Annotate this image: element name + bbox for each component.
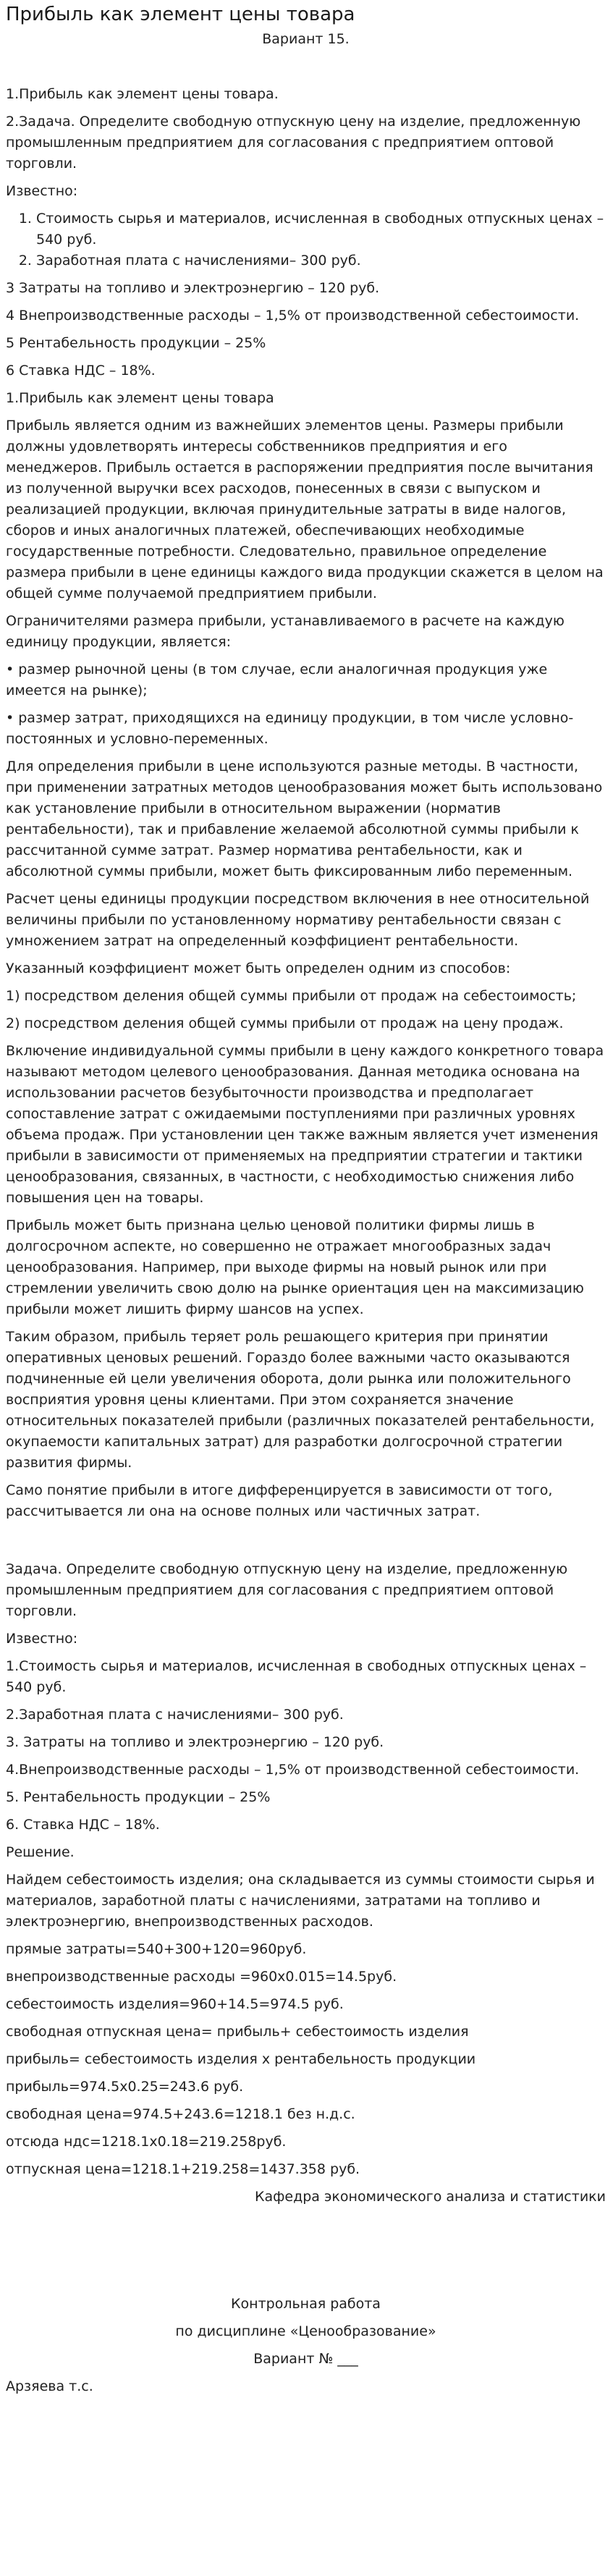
task-overview	[6, 84, 606, 381]
solution-label: Решение.	[6, 1844, 75, 1860]
department-name: Кафедра экономического анализа и статистики	[255, 2189, 606, 2205]
essay-paragraph: Указанный коэффициент может быть определен одним из способов:	[6, 960, 511, 976]
essay-bullet: • размер затрат, приходящихся на единицу продукции, в том числе условно-постоянных и условно-переменных.	[6, 710, 574, 747]
condition-5: 5 Рентабельность продукции – 25%	[6, 335, 266, 351]
discipline: по дисциплине «Ценообразование»	[175, 2323, 436, 2339]
document-title: Прибыль как элемент цены товара	[6, 4, 355, 25]
task-item: 5. Рентабельность продукции – 25%	[6, 1789, 271, 1805]
task-item: 3. Затраты на топливо и электроэнергию – 120 руб.	[6, 1734, 384, 1750]
spacer	[6, 2214, 606, 2294]
essay-paragraph: Расчет цены единицы продукции посредством включения в нее относительной величины прибыли по установленному нормативу рентабельности связан с умножением затрат на определенный коэффициент рентабельности.	[6, 891, 590, 949]
essay-paragraph: Прибыль может быть признана целью ценовой политики фирмы лишь в долгосрочном аспекте, но совершенно не отражает многообразных задач ценообразования. Например, при выходе фирмы на новый рынок или при стремлении увеличить свою долю на рынке ориентация цен на максимизацию прибыли может лишить фирму шансов на успех.	[6, 1217, 584, 1317]
solution-line: прямые затраты=540+300+120=960руб.	[6, 1941, 307, 1957]
essay-paragraph: 2) посредством деления общей суммы прибыли от продаж на цену продаж.	[6, 1015, 564, 1031]
title-page	[6, 2187, 606, 2397]
solution-line: прибыль= себестоимость изделия x рентабельность продукции	[6, 2051, 476, 2067]
condition-6: 6 Ставка НДС – 18%.	[6, 363, 156, 379]
spacer	[6, 56, 606, 84]
work-type: Контрольная работа	[231, 2296, 381, 2312]
solution-line: свободная отпускная цена= прибыль+ себестоимость изделия	[6, 2024, 469, 2040]
task-item: 2.Заработная плата с начислениями– 300 руб.	[6, 1707, 344, 1723]
condition-3: 3 Затраты на топливо и электроэнергию – 120 руб.	[6, 280, 380, 296]
spacer	[6, 1529, 606, 1559]
known-label: Известно:	[6, 183, 78, 199]
question-2: 2.Задача. Определите свободную отпускную цену на изделие, предложенную промышленным предприятием для согласования с предприятием оптовой торговли.	[6, 114, 581, 172]
variant-number: Вариант № ___	[253, 2351, 358, 2367]
task-item: 1.Стоимость сырья и материалов, исчисленная в свободных отпускных ценах – 540 руб.	[6, 1658, 587, 1695]
solution-line: отсюда ндс=1218.1x0.18=219.258руб.	[6, 2134, 287, 2150]
essay-paragraph: Само понятие прибыли в итоге дифференцируется в зависимости от того, рассчитывается ли она на основе полных или частичных затрат.	[6, 1482, 553, 1519]
essay-paragraph: Таким образом, прибыль теряет роль решающего критерия при принятии оперативных ценовых решений. Гораздо более важными часто оказываются подчиненные ей цели увеличения оборота, доли рынка или положительного восприятия уровня цены клиентами. При этом сохраняется значение относительных показателей прибыли (различных показателей рентабельности, окупаемости капитальных затрат) для разработки долгосрочной стратегии развития фирмы.	[6, 1329, 595, 1471]
essay-paragraph: Для определения прибыли в цене используются разные методы. В частности, при применении затратных методов ценообразования может быть использовано как установление прибыли в относительном выражении (норматив рентабельности), так и прибавление желаемой абсолютной суммы прибыли к рассчитанной сумме затрат. Размер норматива рентабельности, как и абсолютной суммы прибыли, может быть фиксированным либо переменным.	[6, 759, 603, 879]
essay-heading: 1.Прибыль как элемент цены товара	[6, 390, 274, 406]
task-item: 6. Ставка НДС – 18%.	[6, 1817, 160, 1833]
solution-line: свободная цена=974.5+243.6=1218.1 без н.д.с.	[6, 2106, 355, 2122]
list-item: 2. Заработная плата с начислениями– 300 руб.	[36, 250, 606, 271]
task-item: 4.Внепроизводственные расходы – 1,5% от производственной себестоимости.	[6, 1762, 580, 1778]
author-name: Арзяева т.с.	[6, 2378, 93, 2394]
solution-line: внепроизводственные расходы =960x0.015=14.5руб.	[6, 1969, 397, 1985]
essay-paragraph: Включение индивидуальной суммы прибыли в цену каждого конкретного товара называют методом целевого ценообразования. Данная методика основана на использовании расчетов безубыточности производства и предполагает сопоставление затрат с ожидаемыми поступлениями при различных уровнях объема продаж. При установлении цен также важным является учет изменения прибыли в зависимости от применяемых на предприятии стратегии и тактики ценообразования, связанных, в частности, с необходимостью снижения либо повышения цен на товары.	[6, 1043, 604, 1206]
task-solution	[6, 1559, 606, 2180]
known-list	[6, 208, 606, 271]
task-statement: Задача. Определите свободную отпускную цену на изделие, предложенную промышленным предприятием для согласования с предприятием оптовой торговли.	[6, 1561, 568, 1619]
essay-bullet: • размер рыночной цены (в том случае, если аналогичная продукция уже имеется на рынке);	[6, 662, 548, 698]
solution-line: себестоимость изделия=960+14.5=974.5 руб.	[6, 1996, 344, 2012]
known-label: Известно:	[6, 1631, 78, 1647]
essay-section	[6, 388, 606, 1522]
question-1: 1.Прибыль как элемент цены товара.	[6, 86, 279, 102]
solution-line: прибыль=974.5x0.25=243.6 руб.	[6, 2079, 244, 2095]
solution-line: отпускная цена=1218.1+219.258=1437.358 руб.	[6, 2161, 360, 2177]
variant-heading: Вариант 15.	[262, 31, 350, 47]
essay-paragraph: Прибыль является одним из важнейших элементов цены. Размеры прибыли должны удовлетворять интересы собственников предприятия и его менеджеров. Прибыль остается в распоряжении предприятия после вычитания из полученной выручки всех расходов, понесенных в связи с выпуском и реализацией продукции, включая принудительные затраты в виде налогов, сборов и иных аналогичных платежей, обеспечивающих необходимые государственные потребности. Следовательно, правильное определение размера прибыли в цене единицы каждого вида продукции скажется в целом на общей сумме получаемой предприятием прибыли.	[6, 418, 604, 601]
essay-paragraph: Ограничителями размера прибыли, устанавливаемого в расчете на каждую единицу продукции, является:	[6, 613, 565, 650]
solution-line: Найдем себестоимость изделия; она складывается из суммы стоимости сырья и материалов, заработной платы с начислениями, затратами на топливо и электроэнергию, внепроизводственных расходов.	[6, 1872, 595, 1930]
condition-4: 4 Внепроизводственные расходы – 1,5% от производственной себестоимости.	[6, 308, 580, 324]
essay-paragraph: 1) посредством деления общей суммы прибыли от продаж на себестоимость;	[6, 988, 577, 1004]
list-item: 1. Стоимость сырья и материалов, исчисленная в свободных отпускных ценах – 540 руб.	[36, 208, 606, 250]
